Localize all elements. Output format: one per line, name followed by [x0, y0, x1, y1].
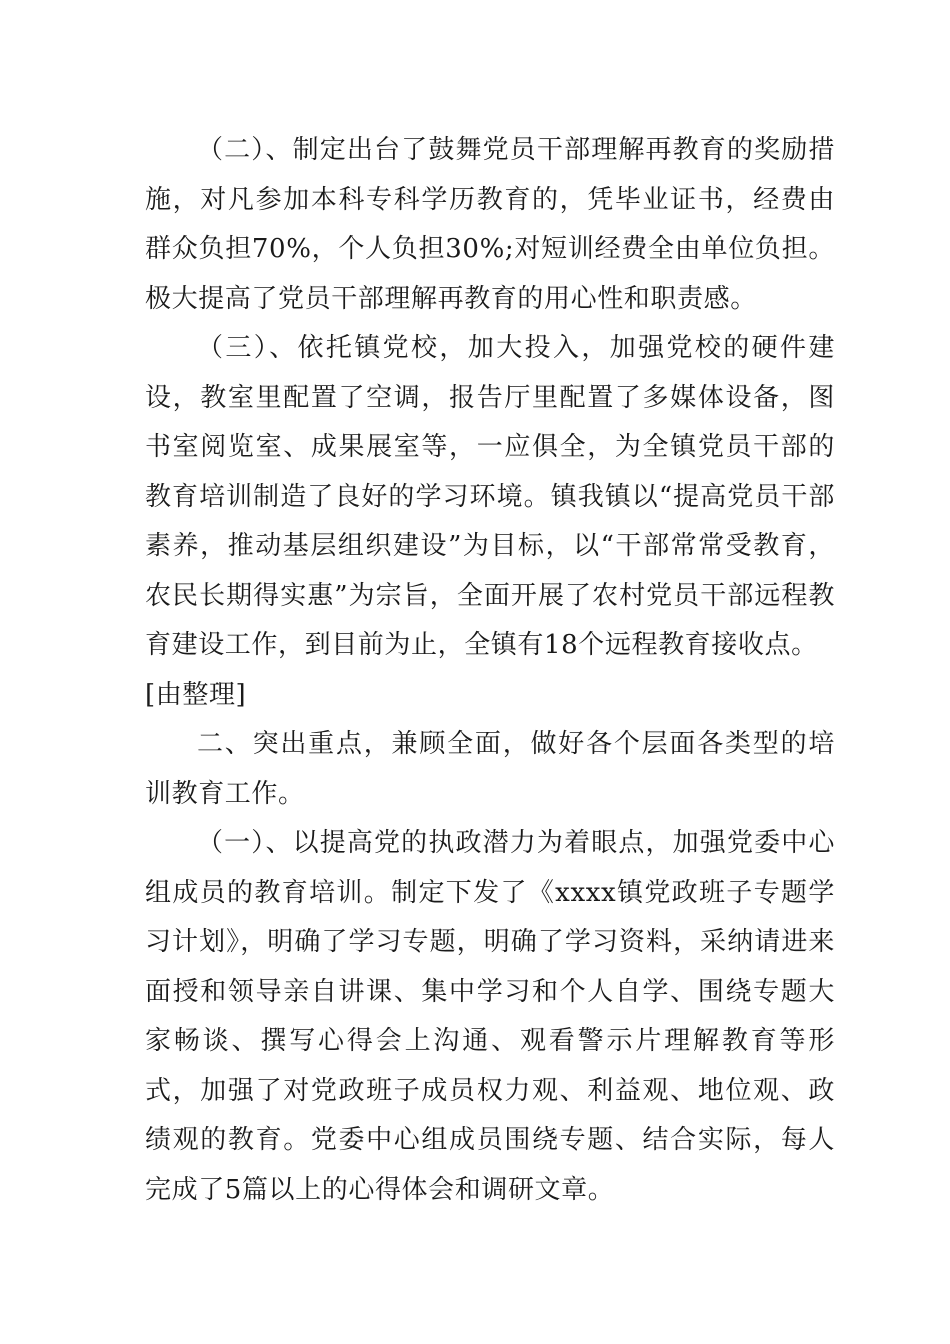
paragraph-party-school: （三）、依托镇党校，加大投入，加强党校的硬件建设，教室里配置了空调，报告厅里配置了多媒体设备，图书室阅览室、成果展室等，一应俱全，为全镇党员干部的教育培训制造了良好的学习环境。镇我镇以“提高党员干部素养，推动基层组织建设”为目标，以“干部常常受教育，农民长期得实惠”为宗旨，全面开展了农村党员干部远程教育建设工作，到目前为止，全镇有18个远程教育接收点。 — [145, 333, 835, 660]
document-body — [145, 126, 835, 1215]
paragraph-committee-training: （一）、以提高党的执政潜力为着眼点，加强党委中心组成员的教育培训。制定下发了《xxxx镇党政班子专题学习计划》，明确了学习专题，明确了学习资料，采纳请进来面授和领导亲自讲课、集中学习和个人自学、围绕专题大家畅谈、撰写心得会上沟通、观看警示片理解教育等形式，加强了对党政班子成员权力观、利益观、地位观、政绩观的教育。党委中心组成员围绕专题、结合实际，每人完成了5篇以上的心得体会和调研文章。 — [145, 828, 835, 1205]
paragraph-section-heading: 二、突出重点，兼顾全面，做好各个层面各类型的培训教育工作。 — [145, 729, 835, 809]
paragraph-source-note: [由整理] — [145, 679, 247, 710]
paragraph-reward-measures: （二）、制定出台了鼓舞党员干部理解再教育的奖励措施，对凡参加本科专科学历教育的，凭毕业证书，经费由群众负担70%，个人负担30%;对短训经费全由单位负担。极大提高了党员干部理解再教育的用心性和职责感。 — [145, 135, 835, 314]
